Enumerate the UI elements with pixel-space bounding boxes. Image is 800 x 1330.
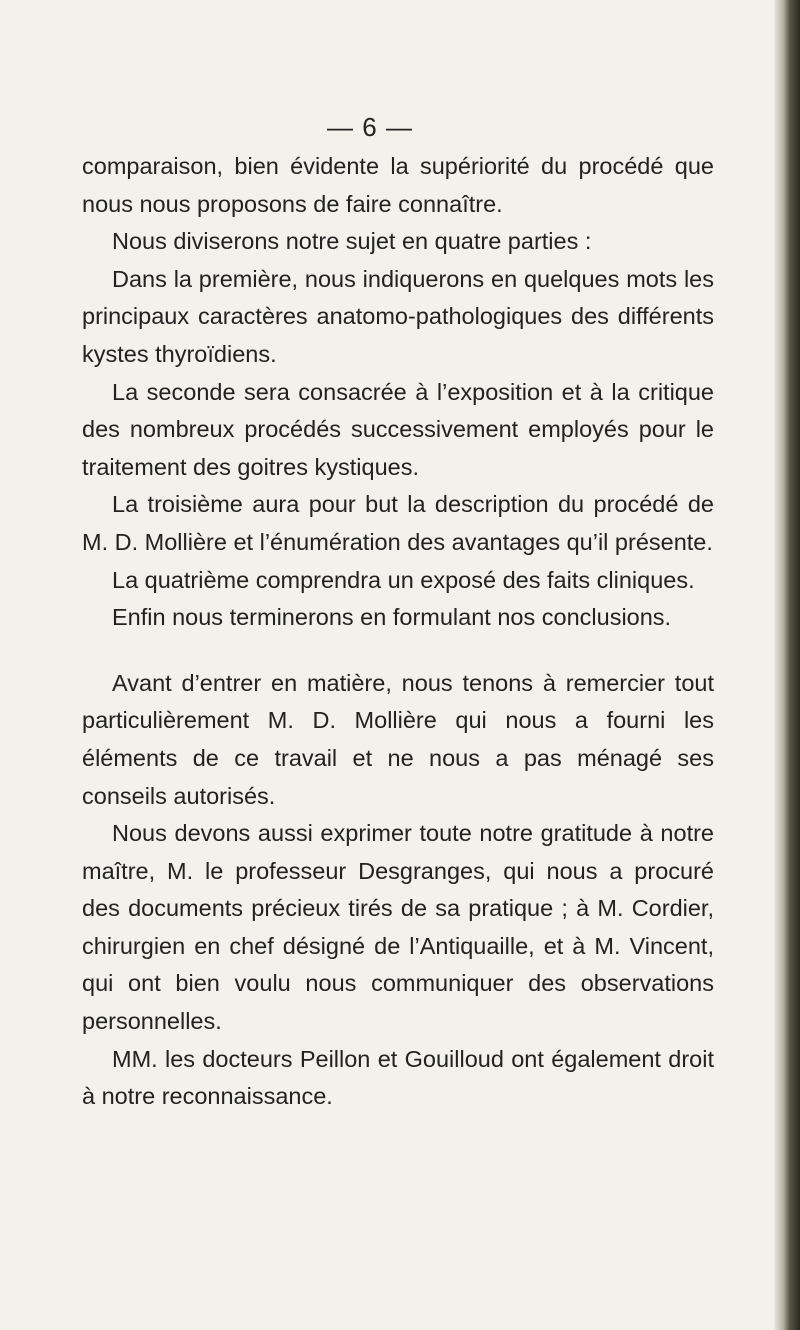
paragraph-part-two: La seconde sera consacrée à l’exposition et à la critique des nombreux procédés successivement employés pour le traitement des goitres kystiques. — [82, 378, 714, 480]
paragraph-conclusion: Enfin nous terminerons en formulant nos conclusions. — [112, 604, 672, 631]
paragraph-gratitude: Nous devons aussi exprimer toute notre gratitude à notre maître, M. le professeur Desgranges, qui nous a procuré des documents précieux tirés de sa pratique ; à M. Cordier, chirurgien en chef désigné de l’Antiquaille, et à M. Vincent, qui ont bien voulu nous communiquer des observations personnelles. — [82, 820, 714, 1035]
paragraph-plan: Nous diviserons notre sujet en quatre parties : — [112, 228, 592, 255]
page-number: — 6 — — [327, 112, 413, 142]
paragraph-continuation: comparaison, bien évidente la supériorité du procédé que nous nous proposons de faire connaître. — [82, 153, 714, 217]
section-gap — [82, 637, 714, 665]
paragraph-part-three: La troisième aura pour but la description du procédé de M. D. Mollière et l’énumération des avantages qu’il présente. — [82, 491, 714, 555]
paragraph-part-four: La quatrième comprendra un exposé des faits cliniques. — [112, 566, 695, 593]
body-text — [82, 148, 714, 1116]
paragraph-part-one: Dans la première, nous indiquerons en quelques mots les principaux caractères anatomo-pathologiques des différents kystes thyroïdiens. — [82, 265, 714, 367]
page-edge-shadow — [774, 0, 800, 1330]
paragraph-thanks-molliere: Avant d’entrer en matière, nous tenons à remercier tout particulièrement M. D. Mollière qui nous a fourni les éléments de ce travail et ne nous a pas ménagé ses conseils autorisés. — [82, 669, 714, 809]
paragraph-acknowledgement: MM. les docteurs Peillon et Gouilloud ont également droit à notre reconnaissance. — [82, 1045, 714, 1110]
